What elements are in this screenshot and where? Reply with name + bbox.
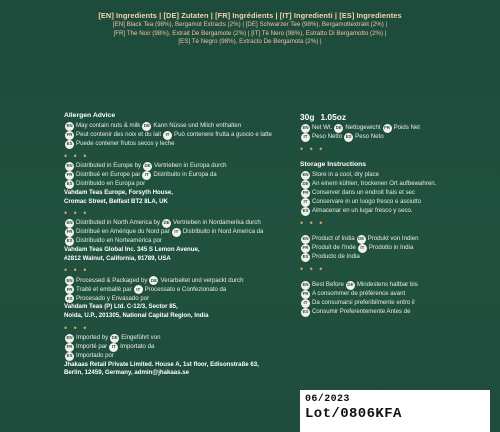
language-text: Distribuido en Norteamérica por	[76, 237, 163, 245]
language-badge-icon: IT	[163, 131, 172, 140]
language-text: Conserver dans un endroit frais et sec	[312, 189, 415, 197]
separator: • • •	[300, 264, 325, 274]
language-text: Peso Neto	[355, 133, 384, 141]
language-badge-icon: EN	[65, 122, 74, 131]
allergen-title: Allergen Advice	[64, 112, 116, 119]
language-badge-icon: IT	[142, 171, 151, 180]
language-row	[300, 198, 490, 207]
processor-address-line: Vahdam Teas (P) Ltd. C-12/3, Sector 85,	[64, 303, 178, 311]
language-badge-icon: IT	[301, 198, 310, 207]
language-badge-icon: FR	[65, 171, 74, 180]
language-badge-icon: IT	[109, 343, 118, 352]
language-text: Imported by	[76, 333, 109, 341]
language-badge-icon: FR	[383, 124, 392, 133]
language-text: Mindestens haltbar bis	[356, 281, 418, 289]
language-badge-icon: FR	[65, 228, 74, 237]
storage-rows	[300, 171, 490, 216]
language-badge-icon: EN	[65, 219, 74, 228]
language-badge-icon: ES	[65, 294, 74, 303]
language-row	[300, 290, 490, 299]
processor-address-line: Noida, U.P., 201305, National Capital Region, India	[64, 311, 209, 319]
language-badge-icon: ES	[65, 237, 74, 246]
europe-address-line: Cromac Street, Belfast BT2 8LA, UK	[64, 197, 168, 205]
language-text: Poids Net	[393, 124, 420, 132]
language-text: A consommer de préférence avant	[312, 290, 406, 298]
processed-rows	[64, 276, 294, 303]
language-text: Procesado y Envasado por	[76, 294, 150, 302]
language-text: Distribué en Europe par	[76, 171, 141, 179]
language-badge-icon: DE	[357, 235, 366, 244]
language-badge-icon: FR	[65, 131, 74, 140]
language-badge-icon: ES	[65, 140, 74, 149]
language-badge-icon: DE	[162, 219, 171, 228]
language-row	[300, 244, 490, 253]
northamerica-rows	[64, 219, 294, 246]
language-row	[300, 171, 490, 180]
language-badge-icon: FR	[301, 244, 310, 253]
language-text: Importé par	[76, 342, 108, 350]
language-text: Processato e Confezionato da	[144, 285, 227, 293]
language-badge-icon: FR	[65, 343, 74, 352]
lot-number: Lot/0806KFA	[305, 406, 402, 422]
language-row	[64, 352, 294, 361]
language-text: Prodotto in India	[368, 244, 414, 252]
language-badge-icon: ES	[301, 253, 310, 262]
language-badge-icon: IT	[134, 285, 143, 294]
language-row	[300, 253, 490, 262]
language-badge-icon: EN	[301, 281, 310, 290]
language-row	[64, 334, 294, 343]
language-badge-icon: ES	[301, 308, 310, 317]
ingredients-line: [ES] Té Negro (98%), Extracto De Bergamota (2%) |	[178, 38, 322, 46]
language-text: Kann Nüsse und Milch enthalten	[153, 122, 242, 130]
language-text: Producto de India	[312, 253, 360, 261]
language-row	[300, 207, 490, 216]
ingredients-header: [EN] Ingredients | [DE] Zutaten | [FR] Ingrédients | [IT] Ingredienti | [ES] Ingredientes	[98, 11, 402, 20]
language-row	[64, 343, 294, 352]
language-row	[64, 285, 294, 294]
ingredients-line: [EN] Black Tea (98%), Bergamot Extracts (2%) | [DE] Schwarzer Tee (98%), Bergamottextrakt (2%) |	[112, 21, 388, 28]
language-text: Vertrieben in Nordamerika durch	[173, 219, 261, 227]
storage-title: Storage Instructions	[300, 161, 367, 168]
language-row	[300, 299, 490, 308]
net-weight-rows	[300, 124, 490, 142]
language-row	[64, 228, 294, 237]
language-row	[64, 122, 294, 131]
language-badge-icon: DE	[149, 276, 158, 285]
language-badge-icon: ES	[65, 180, 74, 189]
ingredients-line: [FR] The Noir (98%), Extrait De Bergamote (2%) | [IT] Tè Nero (98%), Estratto Di Bergamotto (2%) |	[113, 29, 387, 37]
language-badge-icon: FR	[65, 285, 74, 294]
language-badge-icon: DE	[143, 162, 152, 171]
europe-rows	[64, 162, 294, 189]
language-badge-icon: DE	[142, 122, 151, 131]
language-text: Store in a cool, dry place	[312, 171, 380, 179]
language-text: Consumir Preferentemente Antes de	[312, 308, 411, 316]
right-column	[300, 112, 490, 317]
language-badge-icon: IT	[172, 228, 181, 237]
origin-rows	[300, 235, 490, 262]
language-badge-icon: EN	[65, 334, 74, 343]
language-badge-icon: DE	[346, 281, 355, 290]
language-badge-icon: EN	[65, 162, 74, 171]
language-text: Può contenere frutta a guscio e latte	[174, 131, 272, 139]
separator: • • •	[300, 144, 325, 154]
language-row	[300, 281, 490, 290]
language-row	[300, 308, 490, 317]
na-address-line: #2812 Walnut, California, 91789, USA	[64, 254, 171, 262]
language-row	[64, 237, 294, 246]
language-badge-icon: EN	[301, 124, 310, 133]
separator: • • •	[64, 151, 89, 161]
language-text: Conservare in un luogo fresco e asciutto	[312, 198, 422, 206]
language-text: Verarbeitet und verpackt durch	[160, 276, 244, 284]
ingredients-section	[0, 10, 500, 47]
language-badge-icon: DE	[110, 334, 119, 343]
language-text: Importado por	[76, 351, 114, 359]
language-row	[300, 235, 490, 244]
language-text: Vertrieben in Europa durch	[154, 162, 227, 170]
language-badge-icon: ES	[301, 207, 310, 216]
language-row	[64, 162, 294, 171]
language-text: Distribué en Amérique du Nord par	[76, 228, 170, 236]
language-badge-icon: IT	[301, 299, 310, 308]
language-row	[300, 124, 490, 133]
language-text: Product of India	[312, 235, 355, 243]
language-text: May contain nuts & milk	[76, 122, 141, 130]
language-row	[300, 189, 490, 198]
importer-address-line: Jhakaas Retail Private Limited. House A, 1st floor, Edisonstraße 63,	[64, 360, 259, 368]
importer-rows	[64, 334, 294, 361]
allergen-rows	[64, 122, 294, 149]
language-badge-icon: EN	[301, 235, 310, 244]
language-text: Eingeführt von	[121, 333, 161, 341]
importer-address-line: Berlin, 12459, Germany, admin@jhakaas.se	[64, 369, 190, 377]
language-text: Distribuito in Europa da	[153, 171, 217, 179]
language-badge-icon: FR	[301, 290, 310, 299]
language-text: Distribuito in Nord America da	[182, 228, 264, 236]
language-text: Almacenar en un lugar fresco y seco.	[312, 207, 413, 215]
language-row	[64, 171, 294, 180]
language-row	[64, 276, 294, 285]
language-badge-icon: IT	[358, 244, 367, 253]
language-row	[64, 131, 294, 140]
language-text: Peso Netto	[312, 133, 343, 141]
language-text: Processed & Packaged by	[76, 276, 148, 284]
language-text: Produkt von Indien	[367, 235, 419, 243]
language-badge-icon: EN	[65, 276, 74, 285]
net-weight	[300, 112, 490, 122]
language-badge-icon: ES	[65, 352, 74, 361]
separator: • • •	[64, 208, 89, 219]
language-row	[300, 133, 490, 142]
language-badge-icon: DE	[301, 180, 310, 189]
language-text: Distributed in North America by	[76, 219, 160, 227]
batch-date-box	[300, 390, 490, 432]
language-text: Produit de l'Inde	[312, 244, 356, 252]
language-row	[300, 180, 490, 189]
language-text: Da consumarsi preferibilmente entro il	[312, 299, 415, 307]
net-weight-oz: 1.05oz	[320, 112, 347, 122]
language-text: An einem kühlen, trockenen Ort aufbewahren.	[312, 180, 437, 188]
language-text: Distributed in Europe by	[76, 162, 142, 170]
language-text: Best Before	[312, 281, 344, 289]
language-text: Nettogewicht	[345, 124, 381, 132]
language-text: Traité et emballé par	[76, 285, 132, 293]
europe-address-line: Vahdam Teas Europe, Forsyth House,	[64, 189, 173, 196]
language-text: Net Wt.	[312, 124, 333, 132]
language-row	[64, 140, 294, 149]
language-text: Distribuido en Europa por	[76, 180, 146, 188]
left-column	[64, 112, 294, 378]
language-badge-icon: ES	[344, 133, 353, 142]
separator: • • •	[64, 265, 89, 276]
na-address-line: Vahdam Teas Global Inc. 345 S Lemon Avenue,	[64, 246, 200, 254]
expiry-date: 06/2023	[305, 394, 350, 405]
language-row	[64, 294, 294, 303]
language-text: Peut contenir des noix et du lait	[76, 131, 162, 139]
language-badge-icon: FR	[301, 189, 310, 198]
language-badge-icon: DE	[334, 124, 343, 133]
separator: • • •	[64, 322, 89, 333]
language-row	[64, 219, 294, 228]
best-before-rows	[300, 281, 490, 317]
separator: • • •	[300, 218, 325, 228]
language-badge-icon: EN	[301, 171, 310, 180]
language-text: Importato da	[120, 342, 155, 350]
language-badge-icon: IT	[301, 133, 310, 142]
net-weight-grams: 30g	[300, 112, 315, 122]
language-row	[64, 180, 294, 189]
language-text: Puede contener frutos secos y leche	[76, 140, 175, 148]
